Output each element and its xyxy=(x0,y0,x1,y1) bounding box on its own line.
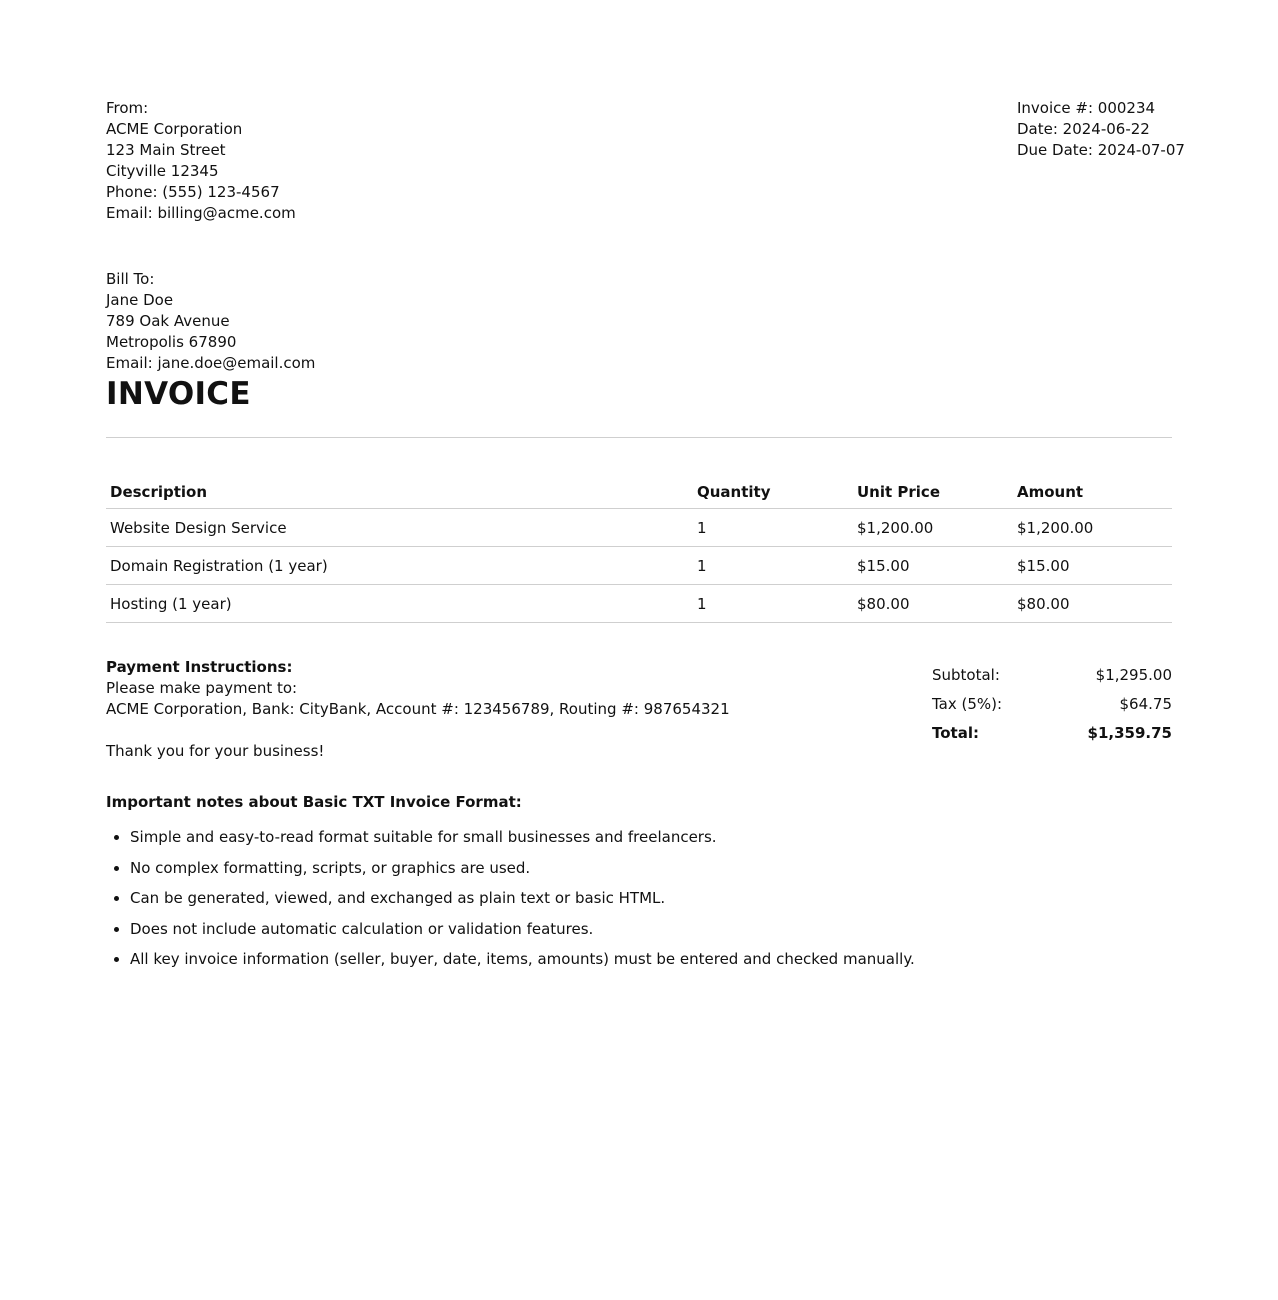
cell-quantity: 1 xyxy=(697,556,707,575)
cell-unit-price: $15.00 xyxy=(857,556,910,575)
table-row xyxy=(106,585,1172,623)
cell-amount: $15.00 xyxy=(1017,556,1070,575)
table-row xyxy=(106,547,1172,585)
invoice-due-date: Due Date: 2024-07-07 xyxy=(1017,141,1185,159)
summary-section xyxy=(106,657,1172,787)
subtotal-label: Subtotal: xyxy=(932,666,1000,684)
subtotal-row xyxy=(932,661,1172,690)
buyer-city: Metropolis 67890 xyxy=(106,333,237,351)
invoice-meta-block xyxy=(1017,98,1185,161)
totals-block xyxy=(932,661,1172,748)
seller-block xyxy=(106,98,296,224)
total-value: $1,359.75 xyxy=(1087,724,1172,742)
thank-you-note: Thank you for your business! xyxy=(106,742,325,760)
cell-description: Domain Registration (1 year) xyxy=(110,556,328,575)
seller-email: Email: billing@acme.com xyxy=(106,204,296,222)
buyer-label: Bill To: xyxy=(106,270,155,288)
list-item: • Does not include automatic calculation or validation features. xyxy=(130,919,1172,950)
page-title: INVOICE xyxy=(106,376,251,412)
cell-description: Website Design Service xyxy=(110,518,287,537)
total-label: Total: xyxy=(932,724,979,742)
buyer-email: Email: jane.doe@email.com xyxy=(106,354,316,372)
table-header-row xyxy=(106,475,1172,509)
seller-label: From: xyxy=(106,99,149,117)
payment-heading: Payment Instructions: xyxy=(106,658,293,676)
invoice-header xyxy=(106,98,1185,224)
payment-instructions xyxy=(106,657,730,762)
list-item: • No complex formatting, scripts, or graphics are used. xyxy=(130,858,1172,889)
spacer xyxy=(106,720,730,741)
notes-heading: Important notes about Basic TXT Invoice Format: xyxy=(106,793,522,811)
invoice-date: Date: 2024-06-22 xyxy=(1017,120,1150,138)
divider xyxy=(106,437,1172,438)
cell-quantity: 1 xyxy=(697,594,707,613)
tax-value: $64.75 xyxy=(1119,695,1172,713)
cell-unit-price: $1,200.00 xyxy=(857,518,934,537)
seller-street: 123 Main Street xyxy=(106,141,226,159)
tax-label: Tax (5%): xyxy=(932,695,1003,713)
table-row xyxy=(106,509,1172,547)
list-item: • All key invoice information (seller, buyer, date, items, amounts) must be entered and checked manually. xyxy=(130,949,1172,980)
total-row xyxy=(932,719,1172,748)
header-description: Description xyxy=(110,482,208,501)
list-item: • Simple and easy-to-read format suitable for small businesses and freelancers. xyxy=(130,827,1172,858)
list-item: • Can be generated, viewed, and exchanged as plain text or basic HTML. xyxy=(130,888,1172,919)
invoice-number: Invoice #: 000234 xyxy=(1017,99,1156,117)
cell-unit-price: $80.00 xyxy=(857,594,910,613)
tax-row xyxy=(932,690,1172,719)
line-items-table xyxy=(106,475,1172,623)
buyer-name: Jane Doe xyxy=(106,291,174,309)
header-unit-price: Unit Price xyxy=(857,482,940,501)
seller-name: ACME Corporation xyxy=(106,120,243,138)
cell-quantity: 1 xyxy=(697,518,707,537)
payment-line-2: ACME Corporation, Bank: CityBank, Account #: 123456789, Routing #: 987654321 xyxy=(106,700,730,718)
cell-description: Hosting (1 year) xyxy=(110,594,232,613)
seller-phone: Phone: (555) 123-4567 xyxy=(106,183,280,201)
cell-amount: $80.00 xyxy=(1017,594,1070,613)
buyer-block xyxy=(106,269,1172,374)
header-quantity: Quantity xyxy=(697,482,771,501)
payment-line-1: Please make payment to: xyxy=(106,679,298,697)
notes-list xyxy=(106,827,1172,980)
invoice-page xyxy=(106,98,1185,980)
header-amount: Amount xyxy=(1017,482,1084,501)
subtotal-value: $1,295.00 xyxy=(1095,666,1172,684)
cell-amount: $1,200.00 xyxy=(1017,518,1094,537)
buyer-street: 789 Oak Avenue xyxy=(106,312,230,330)
seller-city: Cityville 12345 xyxy=(106,162,219,180)
